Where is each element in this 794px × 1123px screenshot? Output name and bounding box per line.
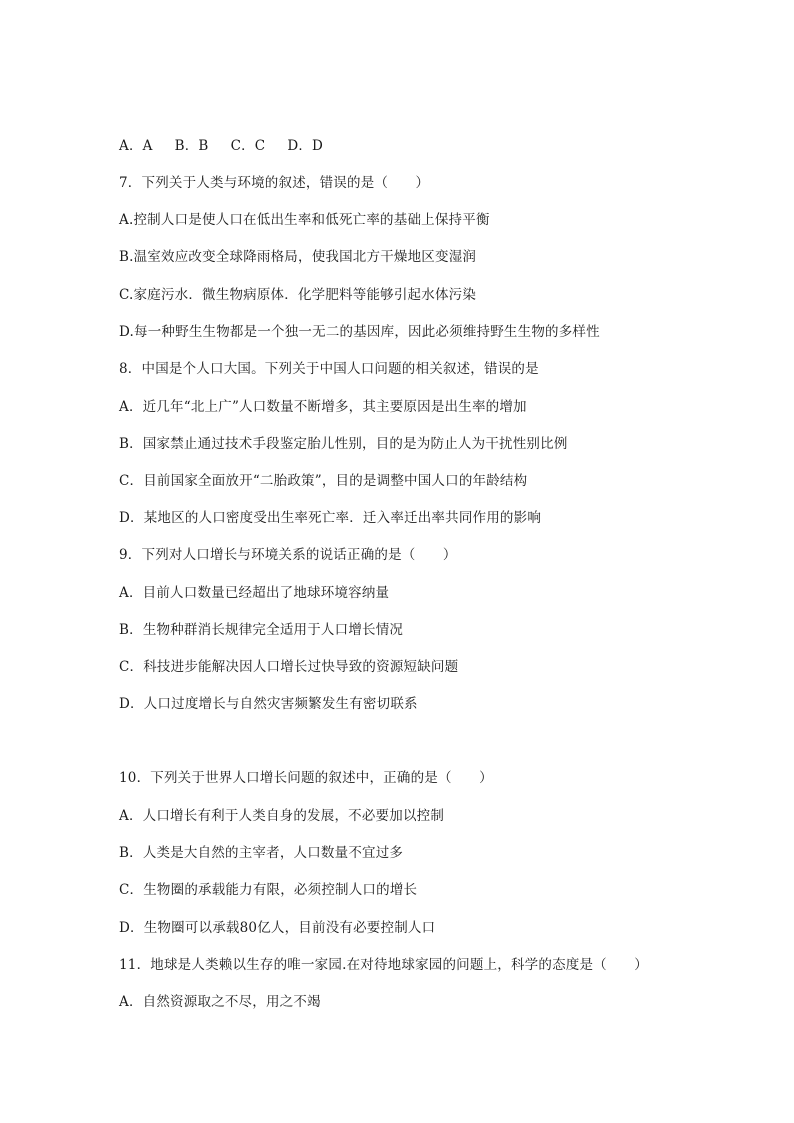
option-b: B．B — [174, 138, 209, 154]
question-7-stem: 7．下列关于人类与环境的叙述，错误的是（ ） — [119, 175, 430, 191]
question-10-option-b: B．人类是大自然的主宰者，人口数量不宜过多 — [119, 845, 404, 861]
question-9-option-a: A．目前人口数量已经超出了地球环境容纳量 — [119, 585, 390, 601]
question-9-option-d: D．人口过度增长与自然灾害频繁发生有密切联系 — [119, 696, 418, 712]
question-10-option-a: A．人口增长有利于人类自身的发展，不必要加以控制 — [119, 808, 445, 824]
option-c: C．C — [230, 138, 266, 154]
question-9-option-c: C．科技进步能解决因人口增长过快导致的资源短缺问题 — [119, 659, 459, 675]
prev-answer-options — [119, 137, 323, 155]
question-7-option-b: B.温室效应改变全球降雨格局，使我国北方干燥地区变湿润 — [119, 249, 477, 265]
question-8-stem: 8．中国是个人口大国。下列关于中国人口问题的相关叙述，错误的是 — [119, 361, 539, 377]
option-a: A．A — [119, 138, 153, 154]
question-7-option-a: A.控制人口是使人口在低出生率和低死亡率的基础上保持平衡 — [119, 212, 490, 228]
question-9-stem: 9．下列对人口增长与环境关系的说话正确的是（ ） — [119, 547, 457, 563]
question-8-option-d: D．某地区的人口密度受出生率死亡率．迁入率迁出率共同作用的影响 — [119, 510, 542, 526]
question-10-stem: 10．下列关于世界人口增长问题的叙述中，正确的是（ ） — [119, 770, 493, 786]
question-8-option-c: C．目前国家全面放开“二胎政策”，目的是调整中国人口的年龄结构 — [119, 473, 528, 489]
question-8-option-b: B．国家禁止通过技术手段鉴定胎儿性别，目的是为防止人为干扰性别比例 — [119, 436, 568, 452]
question-7-option-c: C.家庭污水．微生物病原体．化学肥料等能够引起水体污染 — [119, 287, 477, 303]
question-10-option-c: C．生物圈的承载能力有限，必须控制人口的增长 — [119, 882, 418, 898]
question-11-stem: 11．地球是人类赖以生存的唯一家园.在对待地球家园的问题上，科学的态度是（ ） — [119, 957, 648, 973]
question-10-option-d: D．生物圈可以承载80亿人，目前没有必要控制人口 — [119, 920, 436, 936]
option-d: D．D — [287, 138, 324, 154]
question-7-option-d: D.每一种野生生物都是一个独一无二的基因库，因此必须维持野生生物的多样性 — [119, 324, 600, 340]
question-9-option-b: B．生物种群消长规律完全适用于人口增长情况 — [119, 622, 404, 638]
question-8-option-a: A．近几年“北上广”人口数量不断增多，其主要原因是出生率的增加 — [119, 399, 527, 415]
question-11-option-a: A．自然资源取之不尽，用之不竭 — [119, 994, 321, 1010]
